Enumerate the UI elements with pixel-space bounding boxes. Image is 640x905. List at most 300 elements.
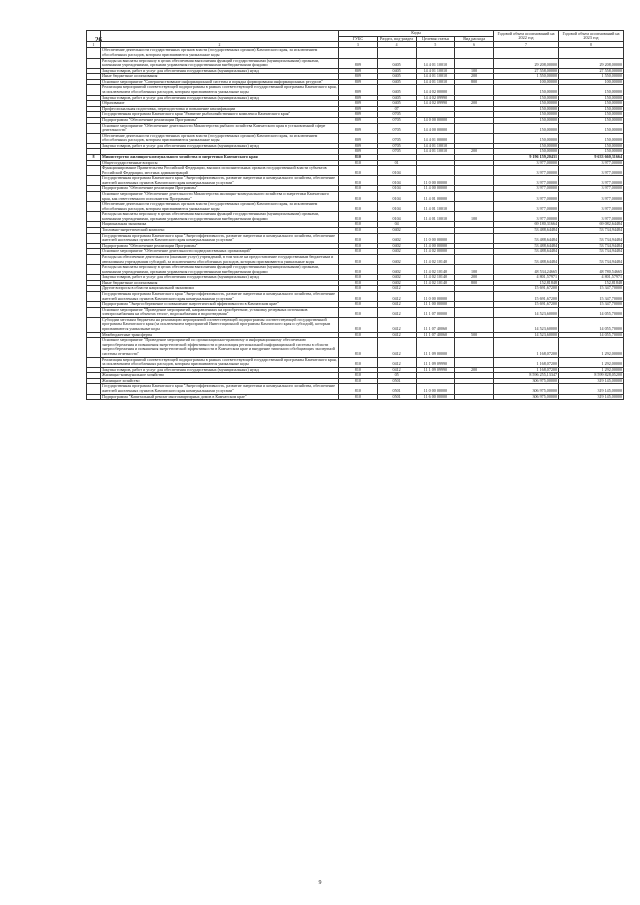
row-section: 0412	[377, 332, 416, 338]
row-number	[87, 176, 101, 186]
row-volume-2023: 3 977,00000	[559, 160, 624, 166]
row-gubs: 809	[339, 101, 378, 107]
row-volume-2023: 15 347,70000	[559, 286, 624, 292]
row-target-article	[416, 166, 455, 176]
row-section: 0412	[377, 286, 416, 292]
row-gubs: 810	[339, 265, 378, 275]
row-gubs: 809	[339, 79, 378, 85]
row-section: 0402	[377, 243, 416, 249]
row-gubs: 809	[339, 123, 378, 133]
row-number	[87, 48, 101, 58]
row-volume-2022: 150,00000	[494, 149, 559, 155]
header-expense-type: Вид расхода	[455, 36, 494, 42]
row-volume-2022: 29 208,00000	[494, 58, 559, 68]
table-row	[87, 95, 624, 101]
header-name	[101, 31, 339, 42]
row-gubs: 810	[339, 378, 378, 384]
row-target-article: 11 4 01 10010	[416, 212, 455, 222]
row-expense-type	[455, 176, 494, 186]
column-index: 1	[87, 42, 101, 48]
row-target-article: 11 1 07 40060	[416, 317, 455, 332]
row-section: 0501	[377, 378, 416, 384]
row-name: Обеспечение деятельности государственных органов власти (государственных органов) Камчатского края, за исключением обособленных расходов, которым присваиваются уникальные коды	[101, 48, 339, 58]
table-row	[87, 212, 624, 222]
row-gubs: 810	[339, 338, 378, 357]
row-target-article: 11 0 00 00000	[416, 292, 455, 302]
row-volume-2023: 53 734,94484	[559, 243, 624, 249]
row-volume-2023: 53 734,94484	[559, 254, 624, 264]
row-section: 0405	[377, 79, 416, 85]
row-gubs: 810	[339, 302, 378, 308]
row-name: Топливно-энергетический комплекс	[101, 228, 339, 234]
row-volume-2023: 150,00000	[559, 112, 624, 118]
row-volume-2023: 1 292,00000	[559, 357, 624, 367]
row-section: 0104	[377, 186, 416, 192]
row-number	[87, 133, 101, 143]
row-expense-type	[455, 123, 494, 133]
row-volume-2023: 319 145,00000	[559, 384, 624, 394]
row-name: Министерство жилищно-коммунального хозяйства и энергетики Камчатского края	[101, 154, 339, 160]
row-volume-2022: 306 975,00000	[494, 384, 559, 394]
row-volume-2023: 150,00000	[559, 149, 624, 155]
row-number	[87, 394, 101, 400]
table-row	[87, 166, 624, 176]
row-number	[87, 85, 101, 95]
header-volume-2022: Годовой объем ассигнований на 2022 год	[494, 31, 559, 42]
row-volume-2023: 319 145,00000	[559, 378, 624, 384]
row-gubs: 809	[339, 95, 378, 101]
row-section: 0412	[377, 367, 416, 373]
header-gubs: ГУБС	[339, 36, 378, 42]
table-row	[87, 292, 624, 302]
row-gubs: 810	[339, 249, 378, 255]
row-name: Другие вопросы в области национальной экономики	[101, 286, 339, 292]
row-target-article: 14 4 01 00000	[416, 133, 455, 143]
row-volume-2023: 150,00000	[559, 101, 624, 107]
row-volume-2022	[494, 48, 559, 58]
row-section: 0705	[377, 149, 416, 155]
table-row	[87, 233, 624, 243]
row-volume-2022: 69 180,31664	[494, 222, 559, 228]
column-index: 8	[559, 42, 624, 48]
row-name: Государственная программа Камчатского края "Энергоэффективность, развитие энергетики и коммунального хозяйства, обеспечение жителей населенных пунктов Камчатского края коммунальными услугами"	[101, 233, 339, 243]
row-volume-2022: 1 168,07200	[494, 338, 559, 357]
row-number	[87, 254, 101, 264]
row-expense-type	[455, 317, 494, 332]
row-gubs: 810	[339, 243, 378, 249]
row-target-article	[416, 48, 455, 58]
row-target-article: 14 4 01 10010	[416, 143, 455, 149]
row-gubs: 809	[339, 85, 378, 95]
row-volume-2023: 14 055,70000	[559, 332, 624, 338]
table-row	[87, 384, 624, 394]
row-volume-2022: 150,00000	[494, 117, 559, 123]
row-name: Расходы на обеспечение деятельности (оказание услуг) учреждений, в том числе на предоставление государственным бюджетным и автономным учреждениям субсидий, за исключением обособленных расходов, которым присваиваются уникальные коды	[101, 254, 339, 264]
row-expense-type	[455, 48, 494, 58]
row-expense-type: 200	[455, 74, 494, 80]
header-target-article: Целевая статья	[416, 36, 455, 42]
row-volume-2022: 100,00000	[494, 79, 559, 85]
row-target-article: 11 4 01 10010	[416, 202, 455, 212]
row-target-article: 14 4 01 10010	[416, 79, 455, 85]
row-expense-type: 800	[455, 79, 494, 85]
row-gubs: 810	[339, 275, 378, 281]
row-name: Закупка товаров, работ и услуг для обеспечения государственных (муниципальных) нужд	[101, 143, 339, 149]
row-volume-2023: 15 347,70000	[559, 292, 624, 302]
row-name: Закупка товаров, работ и услуг для обеспечения государственных (муниципальных) нужд	[101, 367, 339, 373]
row-section: 01	[377, 160, 416, 166]
row-volume-2022: 14 523,60000	[494, 317, 559, 332]
row-expense-type	[455, 307, 494, 317]
row-gubs: 810	[339, 292, 378, 302]
row-section: 0104	[377, 192, 416, 202]
table-row	[87, 249, 624, 255]
row-number	[87, 123, 101, 133]
row-volume-2022: 150,00000	[494, 123, 559, 133]
row-section: 0705	[377, 112, 416, 118]
table-row	[87, 275, 624, 281]
row-gubs	[339, 48, 378, 58]
row-number	[87, 192, 101, 202]
row-expense-type	[455, 338, 494, 357]
row-expense-type: 500	[455, 332, 494, 338]
row-expense-type	[455, 166, 494, 176]
row-volume-2023: 3 977,00000	[559, 166, 624, 176]
row-volume-2023: 9 633 660,31664	[559, 154, 624, 160]
row-section: 0405	[377, 74, 416, 80]
table-row	[87, 317, 624, 332]
row-section: 0501	[377, 384, 416, 394]
row-section: 04	[377, 222, 416, 228]
row-target-article: 14 4 01 10010	[416, 68, 455, 74]
row-volume-2022: 150,00000	[494, 85, 559, 95]
row-expense-type: 100	[455, 212, 494, 222]
row-volume-2022: 150,00000	[494, 133, 559, 143]
row-expense-type	[455, 254, 494, 264]
row-gubs: 810	[339, 307, 378, 317]
row-section: 0402	[377, 275, 416, 281]
column-index: 3	[339, 42, 378, 48]
row-section: 0405	[377, 101, 416, 107]
table-row	[87, 307, 624, 317]
header-num	[87, 31, 101, 42]
row-volume-2023: 14 055,70000	[559, 307, 624, 317]
row-expense-type	[455, 384, 494, 394]
row-target-article: 11 4 02 00000	[416, 249, 455, 255]
row-name: Иные бюджетные ассигнования	[101, 74, 339, 80]
row-expense-type	[455, 133, 494, 143]
row-section: 0705	[377, 143, 416, 149]
table-row	[87, 254, 624, 264]
row-target-article: 11 1 07 40060	[416, 332, 455, 338]
row-volume-2023: 150,00000	[559, 133, 624, 143]
row-section: 0402	[377, 265, 416, 275]
row-expense-type: 100	[455, 265, 494, 275]
row-expense-type: 200	[455, 367, 494, 373]
row-volume-2022: 3 977,00000	[494, 166, 559, 176]
table-row	[87, 117, 624, 123]
row-section: 07	[377, 106, 416, 112]
row-target-article: 11 0 00 00000	[416, 176, 455, 186]
row-gubs: 810	[339, 233, 378, 243]
row-name: Подпрограмма "Обеспечение реализации Программы"	[101, 117, 339, 123]
row-expense-type: 200	[455, 149, 494, 155]
row-volume-2022: 3 977,00000	[494, 192, 559, 202]
table-row	[87, 357, 624, 367]
row-volume-2022: 14 523,60000	[494, 332, 559, 338]
table-body	[87, 48, 624, 400]
row-section: 0405	[377, 95, 416, 101]
row-volume-2022: 15 691,67200	[494, 286, 559, 292]
table-row	[87, 338, 624, 357]
row-volume-2023: 1 550,00000	[559, 74, 624, 80]
table-row	[87, 123, 624, 133]
budget-table	[86, 30, 624, 400]
column-index: 6	[455, 42, 494, 48]
row-name: Закупка товаров, работ и услуг для обеспечения государственных (муниципальных) нужд	[101, 95, 339, 101]
row-name: Жилищное хозяйство	[101, 378, 339, 384]
row-target-article: 11 4 01 00000	[416, 192, 455, 202]
row-volume-2023: 100,00000	[559, 79, 624, 85]
row-volume-2022: 53 488,64484	[494, 249, 559, 255]
header-volume-2023: Годовой объем ассигнований на 2023 год	[559, 31, 624, 42]
row-number: 8	[87, 154, 101, 160]
column-index: 5	[416, 42, 455, 48]
row-gubs: 809	[339, 117, 378, 123]
table-row	[87, 85, 624, 95]
row-number	[87, 233, 101, 243]
corner-mark: 26	[95, 36, 102, 44]
row-name: Основное мероприятие "Обеспечение деятельности Министерства рыбного хозяйства Камчатского края в установленной сфере деятельности"	[101, 123, 339, 133]
row-section: 05	[377, 373, 416, 379]
row-expense-type	[455, 292, 494, 302]
row-name: Подпрограмма "Обеспечение реализации Программы"	[101, 186, 339, 192]
row-expense-type	[455, 192, 494, 202]
row-name: Подпрограмма "Обеспечение реализации Программы"	[101, 243, 339, 249]
row-gubs: 810	[339, 176, 378, 186]
row-volume-2023: 150,00000	[559, 106, 624, 112]
row-target-article: 11 4 02 10140	[416, 275, 455, 281]
row-volume-2022: 150,00000	[494, 95, 559, 101]
row-target-article: 14 4 00 00000	[416, 123, 455, 133]
row-name: Основное мероприятие "Обеспечение деятельности подведомственных организаций"	[101, 249, 339, 255]
table-row	[87, 154, 624, 160]
row-number	[87, 202, 101, 212]
row-target-article: 11 4 00 00000	[416, 186, 455, 192]
row-volume-2023: 150,00000	[559, 143, 624, 149]
row-gubs: 810	[339, 384, 378, 394]
row-gubs: 810	[339, 166, 378, 176]
row-volume-2022: 1 550,00000	[494, 74, 559, 80]
row-volume-2022: 150,00000	[494, 143, 559, 149]
row-name: Государственная программа Камчатского края "Энергоэффективность, развитие энергетики и коммунального хозяйства, обеспечение жителей населенных пунктов Камчатского края коммунальными услугами"	[101, 292, 339, 302]
row-number	[87, 212, 101, 222]
row-section: 0412	[377, 338, 416, 357]
row-volume-2022: 150,00000	[494, 112, 559, 118]
row-name: Межбюджетные трансферты	[101, 332, 339, 338]
row-volume-2022: 4 801,57971	[494, 275, 559, 281]
row-volume-2023: 29 208,00000	[559, 58, 624, 68]
row-expense-type	[455, 85, 494, 95]
row-gubs: 810	[339, 228, 378, 234]
row-number	[87, 317, 101, 332]
row-section: 0104	[377, 166, 416, 176]
row-volume-2023: 3 977,00000	[559, 186, 624, 192]
row-volume-2023: 69 082,64484	[559, 222, 624, 228]
column-index: 4	[377, 42, 416, 48]
row-target-article: 11 1 07 00000	[416, 307, 455, 317]
row-section: 0104	[377, 202, 416, 212]
row-target-article: 11 1 00 00000	[416, 302, 455, 308]
row-name: Основное мероприятие "Проведение мероприятий, направленных на приобретение, установку резервных источников электроснабжения на объектах тепло-, водоснабжения и водоотведения"	[101, 307, 339, 317]
row-expense-type	[455, 394, 494, 400]
row-section: 0405	[377, 68, 416, 74]
row-section: 0501	[377, 394, 416, 400]
row-expense-type	[455, 202, 494, 212]
row-section: 0705	[377, 123, 416, 133]
row-section: 0104	[377, 212, 416, 222]
row-expense-type: 200	[455, 275, 494, 281]
row-name: Реализация мероприятий соответствующей подпрограммы в рамках соответствующей государственной программы Камчатского края, за исключением обособленных расходов, которым присваиваются уникальные коды	[102, 357, 337, 367]
row-volume-2023: 4 801,57971	[559, 275, 624, 281]
row-expense-type	[455, 357, 494, 367]
table-row	[87, 143, 624, 149]
column-index: 7	[494, 42, 559, 48]
row-volume-2022: 53 488,64484	[494, 228, 559, 234]
row-section	[377, 48, 416, 58]
row-volume-2023: 15 347,70000	[559, 302, 624, 308]
row-volume-2023: 8 599 828,05200	[559, 373, 624, 379]
table-row	[87, 302, 624, 308]
row-target-article: 11 1 09 00000	[416, 338, 455, 357]
row-expense-type	[455, 233, 494, 243]
row-volume-2022: 3 977,00000	[494, 212, 559, 222]
table-row	[87, 243, 624, 249]
row-section: 0412	[377, 292, 416, 302]
table-row	[87, 133, 624, 143]
row-section: 0412	[377, 302, 416, 308]
row-volume-2022: 150,00000	[494, 101, 559, 107]
row-section: 0412	[377, 307, 416, 317]
row-volume-2023	[559, 48, 624, 58]
row-gubs: 810	[339, 202, 378, 212]
table-row	[87, 186, 624, 192]
row-number	[87, 58, 101, 68]
row-volume-2023: 3 977,00000	[559, 202, 624, 212]
row-gubs: 810	[339, 332, 378, 338]
row-volume-2022: 9 196 159,20431	[494, 154, 559, 160]
row-expense-type	[455, 58, 494, 68]
row-number	[87, 265, 101, 275]
header-section: Раздел, под-раздел	[377, 36, 416, 42]
row-volume-2022: 306 975,00000	[494, 394, 559, 400]
row-gubs: 810	[339, 222, 378, 228]
row-target-article: 11 0 00 00000	[416, 384, 455, 394]
row-number	[87, 292, 101, 302]
table-row	[87, 106, 624, 112]
page-number: 9	[318, 880, 322, 886]
row-volume-2023: 319 145,00000	[559, 394, 624, 400]
row-target-article: 11 1 09 09990	[416, 357, 455, 367]
row-volume-2022: 8 596 255,13347	[494, 373, 559, 379]
row-name: Подпрограмма "Капитальный ремонт многоквартирных домов в Камчатском крае"	[101, 394, 339, 400]
row-volume-2022: 3 977,00000	[494, 202, 559, 212]
row-volume-2023: 27 558,00000	[559, 68, 624, 74]
row-volume-2023: 3 977,00000	[559, 176, 624, 186]
row-volume-2023: 3 977,00000	[559, 212, 624, 222]
row-section: 0402	[377, 233, 416, 243]
row-gubs: 810	[339, 160, 378, 166]
row-name: Обеспечение деятельности государственных органов власти (государственных органов) Камчатского края, за исключением обособленных расходов, которым присваиваются уникальные коды	[101, 202, 339, 212]
row-target-article: 14 4 01 10010	[416, 58, 455, 68]
row-number	[87, 338, 101, 357]
table-row	[87, 394, 624, 400]
row-gubs: 809	[339, 112, 378, 118]
row-volume-2023: 152,81848	[559, 280, 624, 286]
row-name: Реализация мероприятий соответствующей подпрограммы в рамках соответствующей государственной программы Камчатского края, за исключением обособленных расходов, которым присваиваются уникальные коды	[102, 84, 337, 95]
row-name: Подпрограмма "Энергосбережение и повышение энергетической эффективности в Камчатском крае"	[101, 302, 339, 308]
row-target-article: 14 4 02 09990	[416, 101, 455, 107]
row-name: Основное мероприятие "Обеспечение деятельности Министерства жилищно-коммунального хозяйства и энергетики Камчатского края, как ответственного исполнителя Программы"	[101, 192, 339, 202]
row-volume-2023: 53 734,94484	[559, 249, 624, 255]
table-row	[87, 286, 624, 292]
table-row	[87, 79, 624, 85]
table-row	[87, 58, 624, 68]
row-volume-2022: 3 977,00000	[494, 160, 559, 166]
table-row	[87, 112, 624, 118]
row-target-article: 11 6 00 00000	[416, 394, 455, 400]
row-volume-2022: 3 977,00000	[494, 186, 559, 192]
row-target-article: 14 4 02 00000	[416, 85, 455, 95]
row-gubs: 810	[339, 186, 378, 192]
row-volume-2023: 150,00000	[559, 85, 624, 95]
row-volume-2023: 3 977,00000	[559, 192, 624, 202]
row-gubs: 810	[339, 154, 378, 160]
row-gubs: 810	[339, 317, 378, 332]
row-target-article: 11 4 02 10140	[416, 280, 455, 286]
row-gubs: 809	[339, 143, 378, 149]
row-section: 0405	[377, 58, 416, 68]
row-volume-2023: 150,00000	[559, 95, 624, 101]
row-target-article: 14 0 00 00000	[416, 117, 455, 123]
row-gubs: 810	[339, 367, 378, 373]
row-name: Расходы на выплаты персоналу в целях обеспечения выполнения функций государственными (муниципальными) органами, казенными учреждениями, органами управления государственными внебюджетными фондами	[101, 265, 339, 275]
row-section: 0402	[377, 280, 416, 286]
row-section: 0705	[377, 117, 416, 123]
row-volume-2022: 15 691,67200	[494, 292, 559, 302]
table-row	[87, 176, 624, 186]
row-name: Образование	[101, 101, 339, 107]
row-name: Функционирование Правительства Российской Федерации, высших исполнительных органов государственной власти субъектов Российской Федерации, местных администраций	[101, 166, 339, 176]
row-volume-2023: 14 055,70000	[559, 317, 624, 332]
row-gubs: 809	[339, 74, 378, 80]
row-volume-2022: 150,00000	[494, 106, 559, 112]
row-volume-2023: 48 780,54665	[559, 265, 624, 275]
row-gubs: 810	[339, 280, 378, 286]
row-name: Закупка товаров, работ и услуг для обеспечения государственных (муниципальных) нужд	[101, 68, 339, 74]
row-target-article: 14 4 01 10010	[416, 149, 455, 155]
row-volume-2022: 53 488,64484	[494, 254, 559, 264]
row-name: Общегосударственные вопросы	[101, 160, 339, 166]
row-target-article: 11 0 00 00000	[416, 233, 455, 243]
row-volume-2023: 1 292,00000	[559, 367, 624, 373]
row-target-article: 11 4 02 10140	[416, 265, 455, 275]
row-section: 0405	[377, 85, 416, 95]
row-section: 0402	[377, 254, 416, 264]
row-name: Основное мероприятие "Совершенствование информационной системы и порядка формирования информационных ресурсов"	[101, 79, 339, 85]
row-gubs: 809	[339, 106, 378, 112]
row-number	[87, 357, 101, 367]
